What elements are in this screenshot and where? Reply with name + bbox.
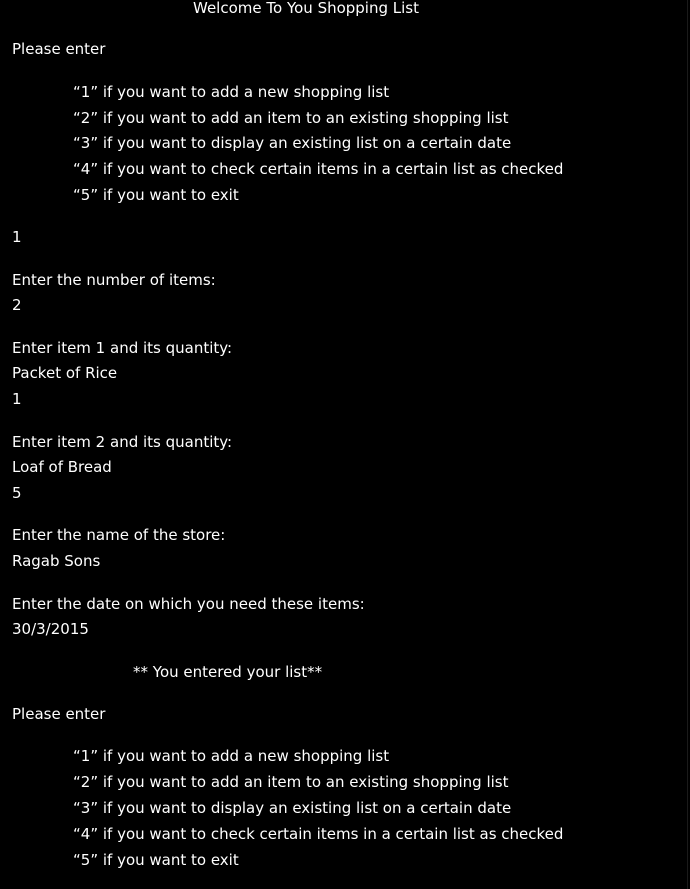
- user-choice: 1: [12, 228, 22, 246]
- item2-name: Loaf of Bread: [12, 458, 112, 476]
- menu-option-2: “2” if you want to add an item to an existing shopping list: [73, 109, 509, 127]
- num-items-value: 2: [12, 296, 22, 314]
- confirmation-message: ** You entered your list**: [133, 663, 323, 681]
- item2-quantity: 5: [12, 484, 22, 502]
- menu-option-2-repeat: “2” if you want to add an item to an existing shopping list: [73, 773, 509, 791]
- menu-option-4-repeat: “4” if you want to check certain items in a certain list as checked: [73, 825, 564, 843]
- menu-option-1-repeat: “1” if you want to add a new shopping list: [73, 747, 390, 765]
- menu-option-4: “4” if you want to check certain items in a certain list as checked: [73, 160, 564, 178]
- menu-option-3: “3” if you want to display an existing list on a certain date: [73, 134, 512, 152]
- menu-option-1: “1” if you want to add a new shopping list: [73, 83, 390, 101]
- menu-prompt: Please enter: [12, 40, 106, 58]
- menu-prompt-repeat: Please enter: [12, 705, 106, 723]
- item2-prompt: Enter item 2 and its quantity:: [12, 433, 233, 451]
- menu-option-5: “5” if you want to exit: [73, 186, 239, 204]
- item1-name: Packet of Rice: [12, 364, 118, 382]
- num-items-prompt: Enter the number of items:: [12, 271, 216, 289]
- menu-option-5-repeat: “5” if you want to exit: [73, 851, 239, 869]
- store-prompt: Enter the name of the store:: [12, 526, 226, 544]
- item1-quantity: 1: [12, 390, 22, 408]
- store-value: Ragab Sons: [12, 552, 101, 570]
- menu-option-3-repeat: “3” if you want to display an existing list on a certain date: [73, 799, 512, 817]
- console-title: Welcome To You Shopping List: [193, 0, 419, 17]
- date-value: 30/3/2015: [12, 620, 89, 638]
- item1-prompt: Enter item 1 and its quantity:: [12, 339, 233, 357]
- date-prompt: Enter the date on which you need these items:: [12, 595, 365, 613]
